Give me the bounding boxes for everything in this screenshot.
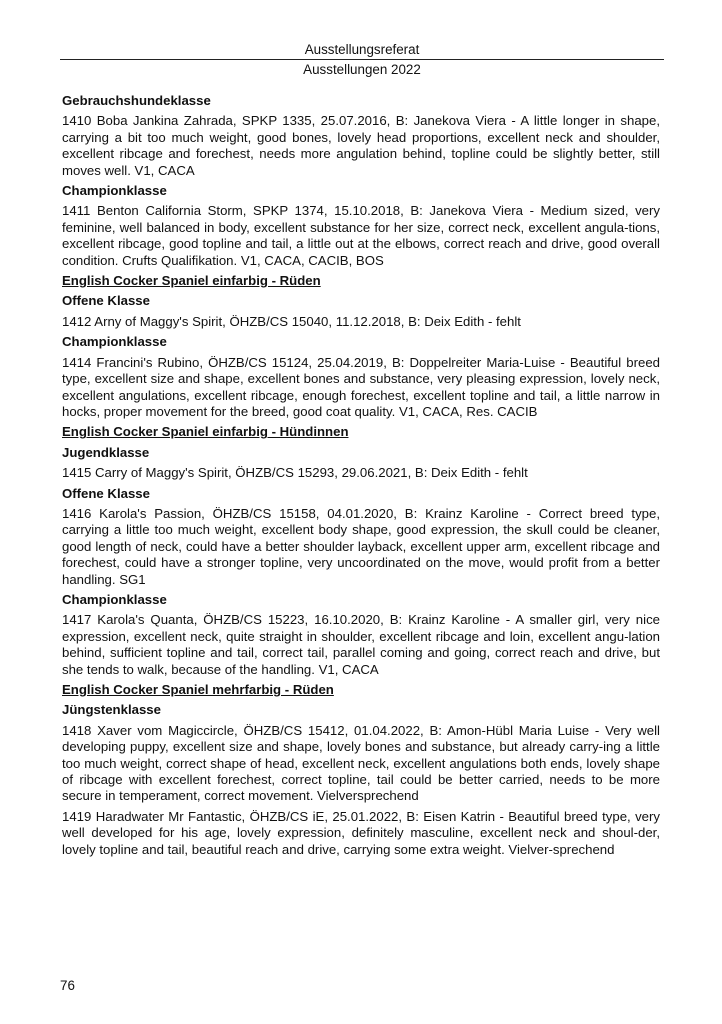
entry-paragraph: 1414 Francini's Rubino, ÖHZB/CS 15124, 25.04.2019, B: Doppelreiter Maria-Luise - Beautiful breed type, excellent size and shape, excellent bones and substance, very pleasing expression, lovely neck, excellent angulations, excellent ribcage, enough forechest, excellent topline and tail, a little narrow in hocks, proper movement for the breed, good coat quality. V1, CACA, Res. CACIB: [62, 354, 660, 419]
entry-paragraph: 1416 Karola's Passion, ÖHZB/CS 15158, 04.01.2020, B: Krainz Karoline - Correct breed type, carrying a little too much weight, excellent body shape, good expression, the skull could be cleaner, good length of neck, could have a better shoulder layback, excellent upper arm, excellent ribcage and forechest, could have a stronger topline, very uncoordinated on the move, would profit from a better handling. SG1: [62, 505, 660, 587]
header-title: Ausstellungsreferat: [304, 42, 420, 57]
header-subtitle: Ausstellungen 2022: [303, 62, 421, 77]
page-content: [62, 93, 660, 862]
breed-heading: English Cocker Spaniel einfarbig - Rüden: [62, 273, 321, 289]
header-rule: [60, 59, 664, 60]
breed-heading: English Cocker Spaniel mehrfarbig - Rüden: [62, 682, 334, 697]
class-heading: Championklasse: [62, 334, 167, 350]
entry-paragraph: 1410 Boba Jankina Zahrada, SPKP 1335, 25.07.2016, B: Janekova Viera - A little longer in shape, carrying a bit too much weight, good bones, lovely head proportions, excellent neck and shoulder, excellent ribcage and forechest, needs more angulation behind, topline could be slightly better, still moves well. V1, CACA: [62, 113, 660, 178]
page-number: 76: [60, 978, 75, 993]
class-heading: Gebrauchshundeklasse: [62, 93, 211, 108]
entry-paragraph: 1417 Karola's Quanta, ÖHZB/CS 15223, 16.10.2020, B: Krainz Karoline - A smaller girl, very nice expression, excellent neck, quite straight in shoulder, excellent ribcage and loin, excellent angu-lation behind, sufficient topline and tail, correct tail, parallel coming and going, correct reach and drive, but she tends to walk, because of the handling. V1, CACA: [62, 612, 660, 677]
breed-heading: English Cocker Spaniel einfarbig - Hündinnen: [62, 424, 349, 440]
class-heading: Championklasse: [62, 183, 167, 199]
entry-paragraph: 1412 Arny of Maggy's Spirit, ÖHZB/CS 15040, 11.12.2018, B: Deix Edith - fehlt: [62, 313, 521, 329]
entry-paragraph: 1411 Benton California Storm, SPKP 1374, 15.10.2018, B: Janekova Viera - Medium sized, very feminine, well balanced in body, excellent substance for her size, correct neck, excellent angula-tions, excellent ribcage, good topline and tail, a little out at the elbows, correct reach and drive, good overall condition. Crufts Qualifikation. V1, CACA, CACIB, BOS: [62, 203, 660, 268]
entry-paragraph: 1419 Haradwater Mr Fantastic, ÖHZB/CS iE, 25.01.2022, B: Eisen Katrin - Beautiful breed type, very well developed for his age, lovely expression, definitely masculine, excellent neck and shoul-der, lovely topline and tail, beautiful reach and drive, carrying some extra weight. Vielver-sprechend: [62, 808, 660, 857]
class-heading: Jüngstenklasse: [62, 702, 161, 718]
entry-paragraph: 1418 Xaver vom Magiccircle, ÖHZB/CS 15412, 01.04.2022, B: Amon-Hübl Maria Luise - Very well developing puppy, excellent size and shape, lovely bones and substance, but already carry-ing a little too much weight, correct shape of head, excellent neck, excellent angulations both ends, lovely shape of ribcage with excellent forechest, correct topline, tail could be better carried, needs to be more secure in temperament, correct movement. Vielversprechend: [62, 722, 660, 804]
class-heading: Championklasse: [62, 591, 167, 607]
class-heading: Jugendklasse: [62, 444, 150, 460]
class-heading: Offene Klasse: [62, 293, 150, 309]
class-heading: Offene Klasse: [62, 485, 150, 501]
running-header: [60, 42, 664, 77]
entry-paragraph: 1415 Carry of Maggy's Spirit, ÖHZB/CS 15293, 29.06.2021, B: Deix Edith - fehlt: [62, 465, 528, 481]
